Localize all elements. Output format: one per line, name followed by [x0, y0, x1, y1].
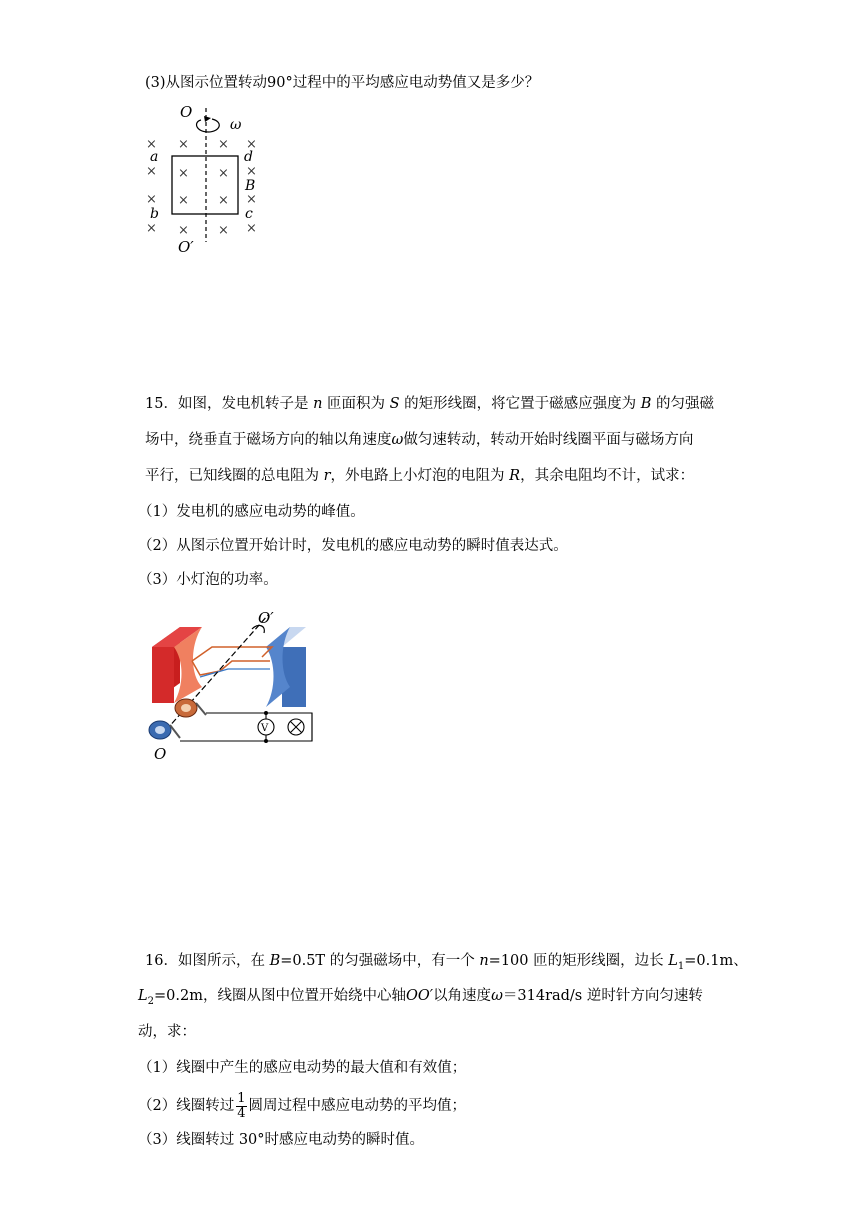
fig1-label-o-top: O — [180, 103, 193, 121]
q15-line2: 场中，绕垂直于磁场方向的轴以角速度ω做匀速转动，转动开始时线圈平面与磁场方向 — [145, 432, 694, 448]
fig1-label-a: a — [150, 149, 159, 165]
q16-sub1: （1）线圈中产生的感应电动势的最大值和有效值； — [138, 1060, 467, 1076]
fig2-label-o-bottom: O — [154, 745, 167, 763]
red-magnet-front — [152, 647, 174, 703]
q15-line1: 15．如图，发电机转子是 n 匝面积为 S 的矩形线圈，将它置于磁感应强度为 B 的匀强磁 — [145, 396, 715, 412]
q16-sub3: （3）线圈转过 30°时感应电动势的瞬时值。 — [138, 1132, 425, 1148]
q16-line1: 16．如图所示，在 B=0.5T 的匀强磁场中，有一个 n=100 匝的矩形线圈，边长 $L_1=0.1m$、 — [145, 953, 748, 972]
fig1-label-b-field: B — [245, 178, 256, 194]
magnetic-field-crosses — [146, 137, 257, 238]
fig1-label-c: c — [245, 206, 253, 222]
svg-text:×: × — [146, 192, 157, 207]
generator-figure — [140, 605, 320, 765]
fraction-one-quarter: $\frac{1}{4}$ — [237, 1090, 246, 1121]
rotation-arrow-icon — [197, 119, 220, 132]
svg-text:×: × — [218, 223, 229, 238]
q16-line3: 动，求： — [138, 1024, 196, 1040]
svg-text:×: × — [246, 192, 257, 207]
svg-text:×: × — [246, 221, 257, 236]
svg-text:×: × — [218, 166, 229, 181]
brush-upper — [196, 703, 206, 715]
voltmeter-label: V — [261, 723, 269, 734]
q14-part3-text: (3)从图示位置转动90°过程中的平均感应电动势值又是多少？ — [145, 75, 540, 91]
svg-text:×: × — [218, 137, 229, 152]
q16-line2: $L_2=0.2m$，线圈从图中位置开始绕中心轴OO′以角速度ω＝314rad/s 逆时针方向匀速转 — [138, 988, 703, 1007]
svg-text:×: × — [218, 193, 229, 208]
svg-text:×: × — [178, 193, 189, 208]
svg-text:×: × — [146, 221, 157, 236]
svg-text:×: × — [246, 164, 257, 179]
svg-text:×: × — [246, 137, 257, 152]
fig2-label-o-top: O′ — [258, 609, 274, 627]
blue-magnet-front — [282, 647, 306, 707]
coil-wire-orange — [192, 647, 272, 675]
q15-sub2: （2）从图示位置开始计时，发电机的感应电动势的瞬时值表达式。 — [138, 538, 568, 554]
fig1-label-omega: ω — [230, 117, 242, 133]
svg-text:×: × — [146, 164, 157, 179]
fig1-label-d: d — [244, 149, 253, 165]
q15-sub3: （3）小灯泡的功率。 — [138, 572, 278, 588]
fig1-label-o-bottom: O′ — [178, 238, 194, 256]
svg-text:×: × — [146, 137, 157, 152]
fig1-label-b: b — [150, 206, 159, 222]
q16-sub2: （2）线圈转过 $\frac{1}{4}$ 圆周过程中感应电动势的平均值； — [138, 1090, 467, 1121]
q15-line3: 平行，已知线圈的总电阻为 r，外电路上小灯泡的电阻为 R，其余电阻均不计，试求： — [145, 468, 695, 484]
q15-sub1: （1）发电机的感应电动势的峰值。 — [138, 504, 365, 520]
svg-text:×: × — [178, 223, 189, 238]
coil-in-field-figure — [138, 100, 268, 260]
svg-text:×: × — [178, 166, 189, 181]
brush-lower — [170, 725, 180, 738]
svg-text:×: × — [178, 137, 189, 152]
